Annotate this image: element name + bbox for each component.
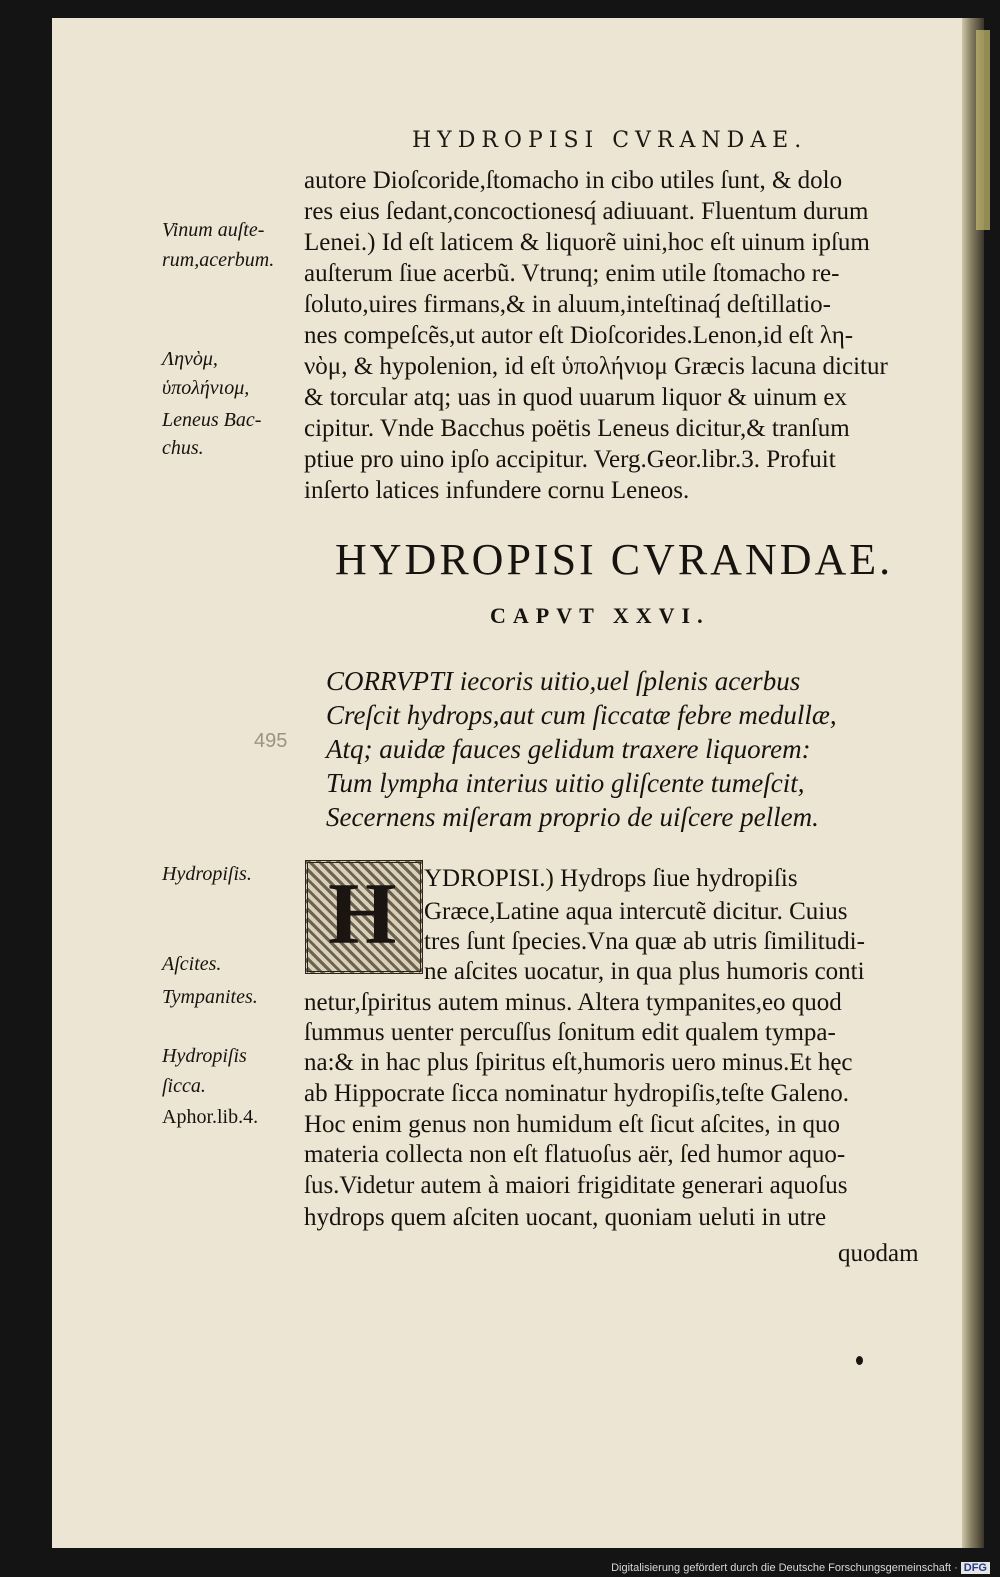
commentary-line: hydrops quem aſciten uocant, quoniam ueluti in utre xyxy=(304,1204,827,1231)
pencil-annotation: 495 xyxy=(254,730,288,752)
margin-note: Tympanites. xyxy=(162,986,258,1008)
commentary-line: ab Hippocrate ſicca nominatur hydropiſis,teſte Galeno. xyxy=(304,1080,849,1107)
text-line: nes compeſcẽs,ut autor eſt Dioſcorides.Lenon,id eſt λη- xyxy=(304,322,854,349)
text-line: cipitur. Vnde Bacchus poëtis Leneus dicitur,& tranſum xyxy=(304,415,850,442)
footer-credit xyxy=(611,1562,990,1574)
commentary-line: netur,ſpiritus autem minus. Altera tympanites,eo quod xyxy=(304,989,842,1016)
verse-line: Creſcit hydrops,aut cum ſiccatæ febre medullæ, xyxy=(326,700,837,730)
commentary-line: ſus.Videtur autem à maiori frigiditate generari aquoſus xyxy=(304,1172,848,1199)
page-edge xyxy=(962,18,984,1548)
ink-dot xyxy=(856,1356,863,1365)
commentary-line: materia collecta non eſt flatuoſus aër, ſed humor aquo- xyxy=(304,1141,846,1168)
commentary-line: ſummus uenter percuſſus ſonitum edit qualem tympa- xyxy=(304,1019,836,1046)
commentary-line: na:& in hac plus ſpiritus eſt,humoris uero minus.Et hęc xyxy=(304,1049,853,1076)
chapter-number: CAPVT XXVI. xyxy=(490,603,710,628)
footer-text: Digitalisierung gefördert durch die Deutsche Forschungsgemeinschaft · xyxy=(611,1562,958,1574)
margin-note: Ληνὸμ, xyxy=(162,348,218,370)
margin-note: Aſcites. xyxy=(162,953,222,975)
margin-note: Hydropiſis. xyxy=(162,863,252,885)
text-line: ſoluto,uires firmans,& in aluum,inteſtinaq́ deſtillatio- xyxy=(304,291,831,318)
commentary-line: tres ſunt ſpecies.Vna quæ ab utris ſimilitudi- xyxy=(424,928,865,955)
margin-note: Leneus Bac- xyxy=(162,409,262,431)
page-edge-highlight xyxy=(976,30,990,230)
text-line: inſerto latices infundere cornu Leneos. xyxy=(304,477,690,504)
margin-note: Aphor.lib.4. xyxy=(162,1106,259,1128)
margin-note: Vinum auſte- xyxy=(162,219,265,241)
margin-note: chus. xyxy=(162,437,204,459)
commentary-line: ne aſcites uocatur, in qua plus humoris conti xyxy=(424,958,865,985)
commentary-line: Græce,Latine aqua intercutẽ dicitur. Cuius xyxy=(424,898,848,925)
margin-note: rum,acerbum. xyxy=(162,249,275,271)
margin-note: ſicca. xyxy=(162,1075,206,1097)
dfg-logo: DFG xyxy=(961,1562,990,1574)
text-line: autore Dioſcoride,ſtomacho in cibo utiles ſunt, & dolo xyxy=(304,167,843,194)
verse-line: CORRVPTI iecoris uitio,uel ſplenis acerbus xyxy=(326,666,801,696)
running-head: HYDROPISI CVRANDAE. xyxy=(412,128,808,153)
verse-line: Tum lympha interius uitio gliſcente tumeſcit, xyxy=(326,768,805,798)
text-line: ptiue pro uino ipſo accipitur. Verg.Geor.libr.3. Profuit xyxy=(304,446,836,473)
verse-line: Atq; auidæ fauces gelidum traxere liquorem: xyxy=(326,734,811,764)
margin-note: Hydropiſis xyxy=(162,1045,247,1067)
commentary-line: Hoc enim genus non humidum eſt ſicut aſcites, in quo xyxy=(304,1111,841,1138)
commentary-line: YDROPISI.) Hydrops ſiue hydropiſis xyxy=(424,865,798,892)
catchword: quodam xyxy=(838,1240,919,1267)
text-line: auſterum ſiue acerbũ. Vtrunq; enim utile ſtomacho re- xyxy=(304,260,840,287)
chapter-title: HYDROPISI CVRANDAE. xyxy=(335,535,894,584)
initial-letter: H xyxy=(328,866,397,963)
text-line: & torcular atq; uas in quod uuarum liquor & uinum ex xyxy=(304,384,847,411)
text-line: Lenei.) Id eſt laticem & liquorẽ uini,hoc eſt uinum ipſum xyxy=(304,229,870,256)
text-line: res eius ſedant,concoctionesq́ adiuuant. Fluentum durum xyxy=(304,198,869,225)
text-line: νὸμ, & hypolenion, id eſt ὑπολήνιομ Græcis lacuna dicitur xyxy=(304,353,888,380)
verse-line: Secernens miſeram proprio de uiſcere pellem. xyxy=(326,802,819,832)
decorated-initial xyxy=(305,860,423,974)
margin-note: ὑπολήνιομ, xyxy=(162,377,250,399)
